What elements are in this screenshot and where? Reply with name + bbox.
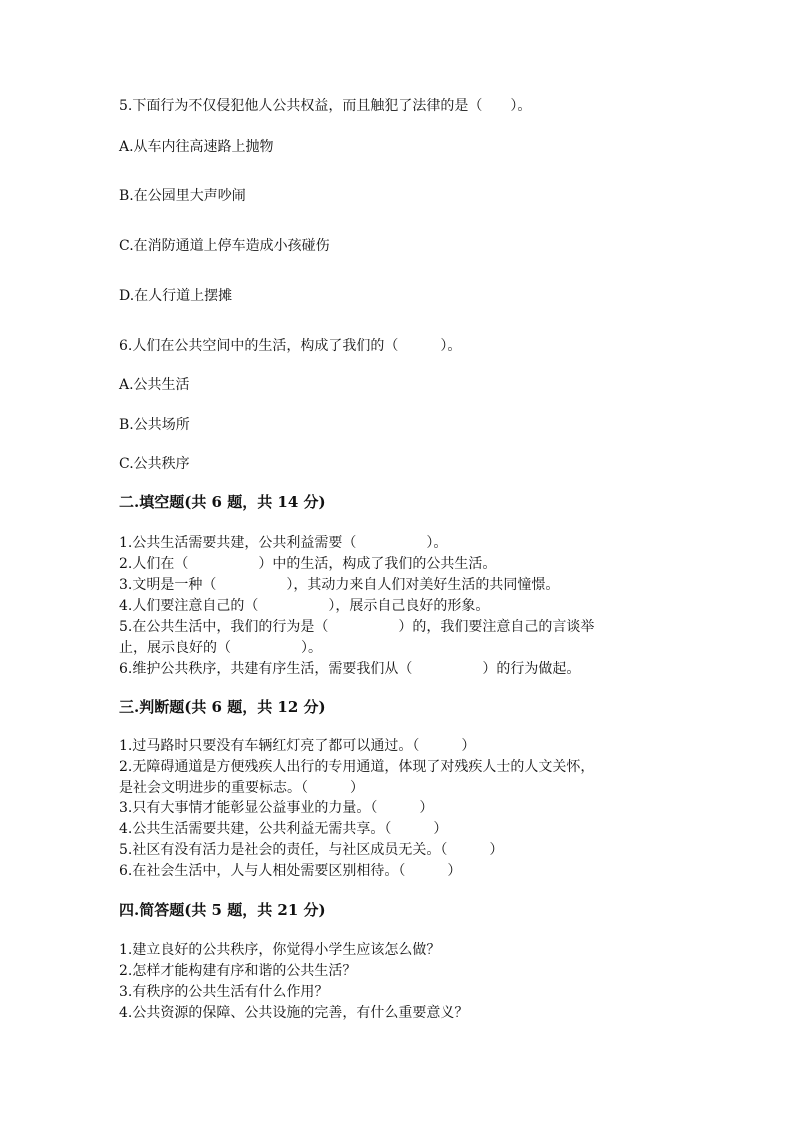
question-5-stem: 5.下面行为不仅侵犯他人公共权益，而且触犯了法律的是（ ）。 (119, 98, 532, 114)
judge-question-2-continued: 是社会文明进步的重要标志。（ ） (119, 780, 364, 796)
question-6-option-c: C.公共秩序 (119, 456, 190, 472)
question-5-option-c: C.在消防通道上停车造成小孩碰伤 (119, 238, 330, 254)
fill-question-4: 4.人们要注意自己的（ ），展示自己良好的形象。 (119, 598, 490, 614)
question-5-option-d: D.在人行道上摆摊 (119, 288, 233, 304)
judge-question-2: 2.无障碍通道是方便残疾人出行的专用通道，体现了对残疾人士的人文关怀， (119, 759, 595, 775)
fill-question-6: 6.维护公共秩序，共建有序生活，需要我们从（ ）的行为做起。 (119, 661, 581, 677)
section-title-true-false: 三.判断题(共 6 题，共 12 分) (119, 698, 326, 716)
fill-question-3: 3.文明是一种（ ），其动力来自人们对美好生活的共同憧憬。 (119, 577, 560, 593)
fill-question-5: 5.在公共生活中，我们的行为是（ ）的，我们要注意自己的言谈举 (119, 619, 595, 635)
fill-question-2: 2.人们在（ ）中的生活，构成了我们的公共生活。 (119, 556, 497, 572)
short-question-3: 3.有秩序的公共生活有什么作用？ (119, 984, 329, 1000)
judge-question-3: 3.只有大事情才能彰显公益事业的力量。（ ） (119, 800, 434, 816)
question-6-stem: 6.人们在公共空间中的生活，构成了我们的（ ）。 (119, 338, 462, 354)
question-5-option-b: B.在公园里大声吵闹 (119, 188, 246, 204)
question-5-option-a: A.从车内往高速路上抛物 (119, 139, 274, 155)
section-title-short-answer: 四.简答题(共 5 题，共 21 分) (119, 901, 326, 919)
fill-question-1: 1.公共生活需要共建，公共利益需要（ ）。 (119, 535, 448, 551)
question-6-option-b: B.公共场所 (119, 417, 190, 433)
judge-question-1: 1.过马路时只要没有车辆红灯亮了都可以通过。（ ） (119, 738, 476, 754)
judge-question-6: 6.在社会生活中，人与人相处需要区别相待。（ ） (119, 863, 462, 879)
section-title-fill-blank: 二.填空题(共 6 题，共 14 分) (119, 493, 326, 511)
short-question-2: 2.怎样才能构建有序和谐的公共生活？ (119, 963, 357, 979)
short-question-4: 4.公共资源的保障、公共设施的完善，有什么重要意义？ (119, 1005, 469, 1021)
judge-question-4: 4.公共生活需要共建，公共利益无需共享。（ ） (119, 821, 448, 837)
short-question-1: 1.建立良好的公共秩序，你觉得小学生应该怎么做？ (119, 942, 441, 958)
fill-question-5-continued: 止，展示良好的（ ）。 (119, 640, 322, 656)
judge-question-5: 5.社区有没有活力是社会的责任，与社区成员无关。（ ） (119, 842, 504, 858)
question-6-option-a: A.公共生活 (119, 377, 190, 393)
